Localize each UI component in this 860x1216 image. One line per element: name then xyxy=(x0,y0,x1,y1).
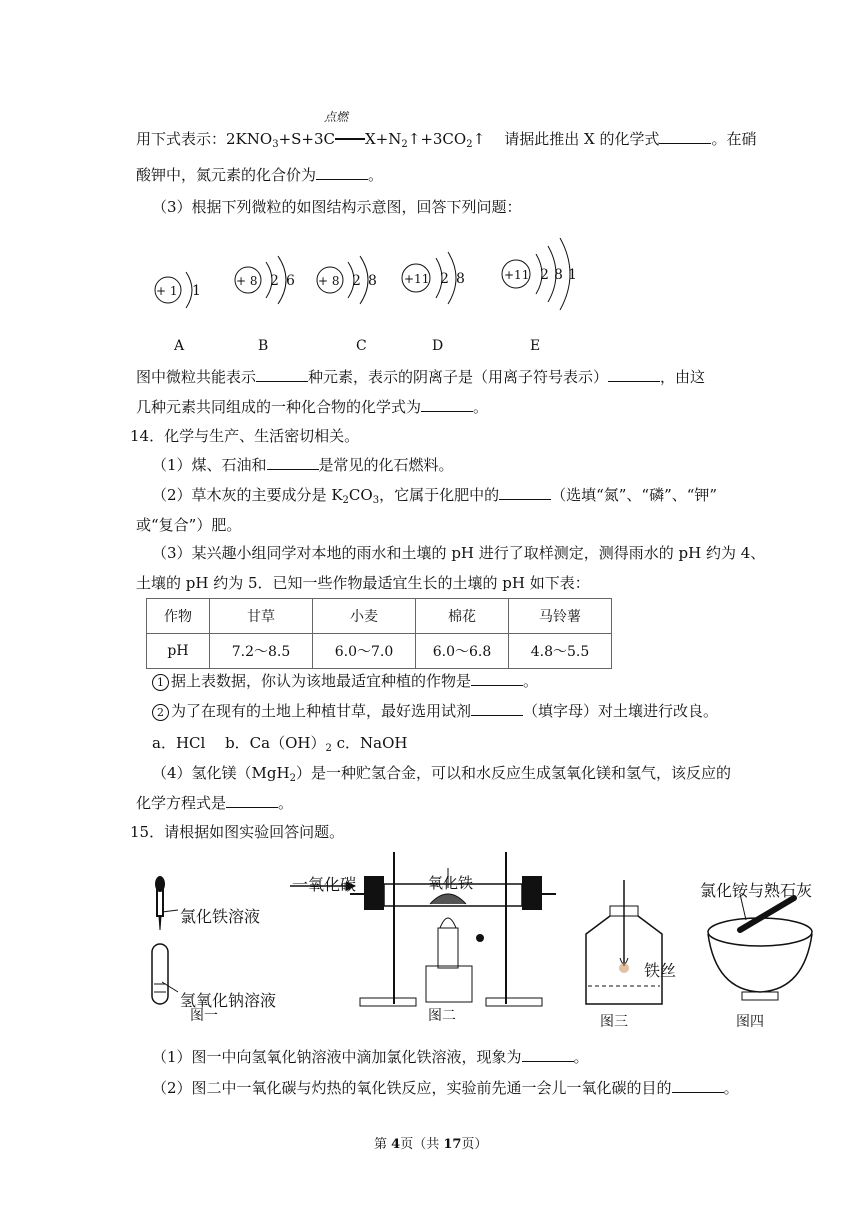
fig4-label: 氯化铵与熟石灰 xyxy=(700,881,813,900)
q14-part2: （2）草木灰的主要成分是 $K_2CO_3$，它属于化肥中的 （选填“氮”、“磷”、“钾” xyxy=(152,486,718,506)
q14-part3: （3）某兴趣小组同学对本地的雨水和土壤的 pH 进行了取样测定，测得雨水的 pH 约为 4、 xyxy=(152,544,766,562)
shell-c-2: 8 xyxy=(368,273,377,289)
table-cell: 马铃薯 xyxy=(509,599,612,634)
q14-options: a．HCl b．$Ca(OH)_2$ c．NaOH xyxy=(152,734,408,754)
q14-part4: （4）氢化镁（MgH$_2$）是一种贮氢合金，可以和水反应生成氢氧化镁和氢气，该反应的 xyxy=(152,764,731,784)
circled-number-2: 2 xyxy=(152,704,169,721)
nucleus-d: +11 xyxy=(404,272,430,286)
atom-label-c: C xyxy=(356,338,367,354)
shell-a-1: 1 xyxy=(192,283,201,299)
figure-2-caption: 图二 xyxy=(428,1008,456,1024)
answer-blank[interactable] xyxy=(256,367,308,382)
figure-4-mortar xyxy=(700,880,830,1032)
circled-number-1: 1 xyxy=(152,674,169,691)
answer-blank[interactable] xyxy=(471,671,523,686)
atoms-question-cont: 几种元素共同组成的一种化合物的化学式为 。 xyxy=(136,398,489,416)
answer-blank[interactable] xyxy=(608,367,660,382)
figure-3-iron-wire-bottle xyxy=(580,876,690,1032)
q14-sub1: 1 据上表数据，你认为该地最适宜种植的作物是 。 xyxy=(152,670,538,691)
shell-e-2: 8 xyxy=(554,267,563,283)
answer-blank[interactable] xyxy=(471,701,523,716)
shell-d-2: 8 xyxy=(456,271,465,287)
q14-part2-cont: 或“复合”）肥。 xyxy=(136,516,242,534)
table-row xyxy=(147,634,612,669)
answer-blank[interactable] xyxy=(499,485,551,500)
answer-blank[interactable] xyxy=(659,129,711,144)
table-cell: 7.2～8.5 xyxy=(210,634,313,669)
atom-label-a: A xyxy=(174,338,185,354)
q14-sub2: 2 为了在现有的土地上种植甘草，最好选用试剂 （填字母）对土壤进行改良。 xyxy=(152,700,718,721)
shell-d-1: 2 xyxy=(440,271,449,287)
q14-part4-cont: 化学方程式是 。 xyxy=(136,794,294,812)
nucleus-c: + 8 xyxy=(318,274,340,288)
question-15-title: 15．请根据如图实验回答问题。 xyxy=(130,823,345,841)
atom-structure-diagrams xyxy=(140,224,620,360)
ph-table xyxy=(146,598,612,669)
table-cell: 4.8～5.5 xyxy=(509,634,612,669)
shell-b-2: 6 xyxy=(286,273,295,289)
answer-blank[interactable] xyxy=(421,397,473,412)
atom-d xyxy=(402,252,465,354)
answer-blank[interactable] xyxy=(316,165,368,180)
table-cell: 棉花 xyxy=(416,599,509,634)
answer-blank[interactable] xyxy=(226,793,278,808)
q15-part2: （2）图二中一氧化碳与灼热的氧化铁反应，实验前先通一会儿一氧化碳的目的 。 xyxy=(152,1079,739,1097)
atom-label-b: B xyxy=(258,338,269,354)
fig2-solid-label: 氧化铁 xyxy=(428,874,474,892)
shell-b-1: 2 xyxy=(270,273,279,289)
table-cell: 6.0～6.8 xyxy=(416,634,509,669)
answer-blank[interactable] xyxy=(522,1047,574,1062)
valence-question: 酸钾中，氮元素的化合价为 。 xyxy=(136,166,384,184)
atom-label-e: E xyxy=(530,338,541,354)
question-14-title: 14．化学与生产、生活密切相关。 xyxy=(130,427,360,445)
total-pages: 17 xyxy=(443,1137,462,1152)
atom-e xyxy=(502,238,577,354)
fig1-bottom-label: 氢氧化钠溶液 xyxy=(180,991,277,1010)
shell-e-1: 2 xyxy=(540,267,549,283)
figure-3-caption: 图三 xyxy=(600,1014,628,1030)
q15-part1: （1）图一中向氢氧化钠溶液中滴加氯化铁溶液，现象为 。 xyxy=(152,1048,589,1066)
fig3-label: 铁丝 xyxy=(644,961,677,980)
q14-part1: （1）煤、石油和 是常见的化石燃料。 xyxy=(152,456,454,474)
shell-e-3: 1 xyxy=(568,267,577,283)
nucleus-e: +11 xyxy=(504,268,530,282)
question-3-heading: （3）根据下列微粒的如图结构示意图，回答下列问题： xyxy=(152,198,522,216)
reaction-arrow xyxy=(335,138,365,140)
shell-c-1: 2 xyxy=(352,273,361,289)
page-footer: 第 4页（共 17页） xyxy=(374,1137,488,1152)
answer-blank[interactable] xyxy=(267,455,319,470)
atom-label-d: D xyxy=(432,338,444,354)
reaction-condition: 点燃 xyxy=(324,110,349,124)
atom-c xyxy=(317,256,377,354)
table-cell: 6.0～7.0 xyxy=(313,634,416,669)
atom-b xyxy=(235,256,295,354)
nucleus-b: + 8 xyxy=(236,274,258,288)
figure-4-caption: 图四 xyxy=(736,1014,764,1030)
table-cell: 小麦 xyxy=(313,599,416,634)
atoms-question: 图中微粒共能表示 种元素，表示的阴离子是（用离子符号表示） ，由这 xyxy=(136,368,706,386)
fig1-top-label: 氯化铁溶液 xyxy=(180,907,261,926)
table-cell: 作物 xyxy=(147,599,210,634)
q14-part3-cont: 土壤的 pH 约为 5．已知一些作物最适宜生长的土壤的 pH 如下表： xyxy=(136,574,590,592)
table-cell: pH xyxy=(147,634,210,669)
table-header-row xyxy=(147,599,612,634)
figure-1-caption: 图一 xyxy=(190,1008,218,1024)
nucleus-a: + 1 xyxy=(156,284,178,298)
answer-blank[interactable] xyxy=(672,1078,724,1093)
table-cell: 甘草 xyxy=(210,599,313,634)
atom-a xyxy=(155,272,201,354)
page-number: 4 xyxy=(391,1137,401,1152)
equation-line: 用下式表示：$2KNO_3+S+3C$ $X+N_2↑+3CO_2↑$ 请据此推出 X 的化学式 。在硝 xyxy=(136,130,757,150)
fig2-gas-label: 一氧化碳 xyxy=(292,875,357,894)
